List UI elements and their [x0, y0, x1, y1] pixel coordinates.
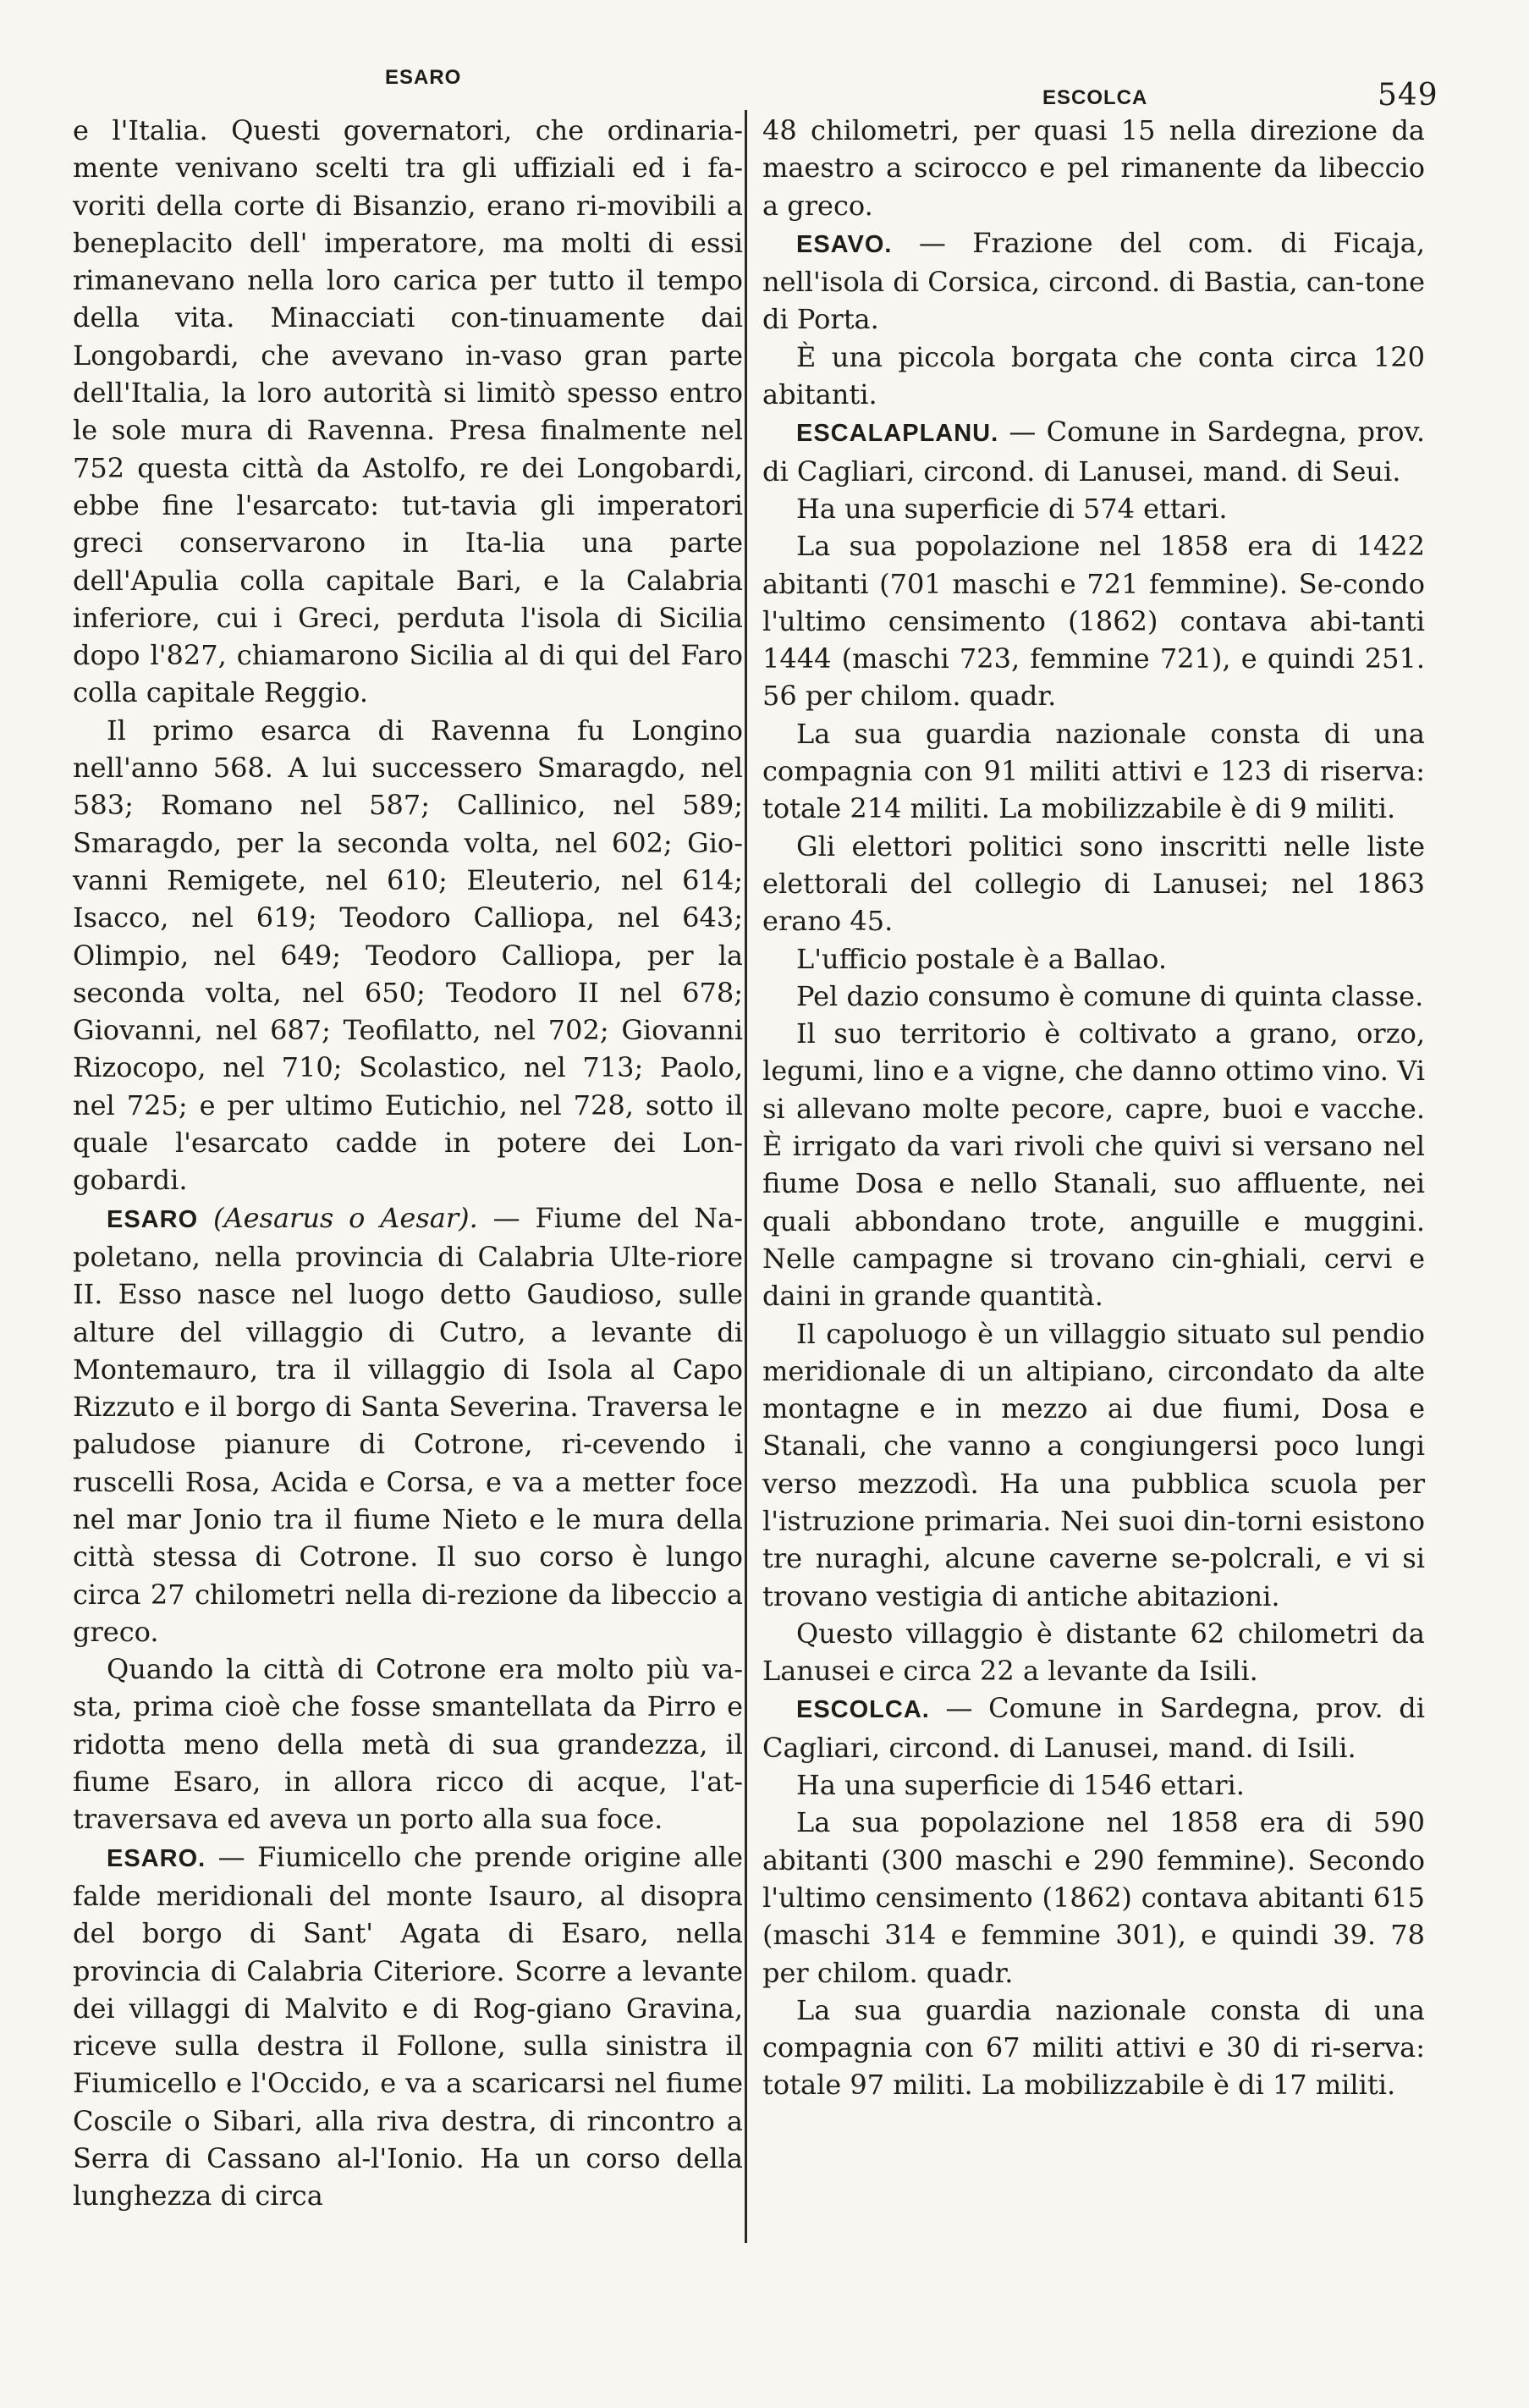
latin-name: (Aesarus o Aesar). [212, 1201, 478, 1234]
paragraph: e l'Italia. Questi governatori, che ordinaria-mente venivano scelti tra gli uffiziali ed i fa-voriti della corte di Bisanzio, erano ri-movibili a beneplacito dell' imperatore, ma molti di essi rimanevano nella loro carica per tutto il tempo della vita. Minacciati con-tinuamente dai Longobardi, che avevano in-vaso gran parte dell'Italia, la loro autorità si limitò spesso entro le sole mura di Ravenna. Presa finalmente nel 752 questa città da Astolfo, re dei Longobardi, ebbe fine l'esarcato: tut-tavia gli imperatori greci conservarono in Ita-lia una parte dell'Apulia colla capitale Bari, e la Calabria inferiore, cui i Greci, perduta l'isola di Sicilia dopo l'827, chiamarono Sicilia al di qui del Faro colla capitale Reggio. [73, 114, 743, 709]
entry-escalaplanu: ESCALAPLANU. — Comune in Sardegna, prov. di Cagliari, circond. di Lanusei, mand. di Seui. [762, 416, 1425, 488]
paragraph: È una piccola borgata che conta circa 120 abitanti. [762, 340, 1425, 411]
paragraph: 48 chilometri, per quasi 15 nella direzione da maestro a scirocco e pel rimanente da libeccio a greco. [762, 114, 1425, 222]
paragraph: Il suo territorio è coltivato a grano, orzo, legumi, lino e a vigne, che danno ottimo vino. Vi si allevano molte pecore, capre, buoi e vacche. È irrigato da vari rivoli che quivi si versano nel fiume Dosa e nello Stanali, suo affluente, nei quali abbondano trote, anguille e muggini. Nelle campagne si trovano cin-ghiali, cervi e daini in grande quantità. [762, 1017, 1425, 1313]
paragraph: Pel dazio consumo è comune di quinta classe. [796, 979, 1424, 1012]
paragraph: Il primo esarca di Ravenna fu Longino nell'anno 568. A lui successero Smaragdo, nel 583; Romano nel 587; Callinico, nel 589; Smaragdo, per la seconda volta, nel 602; Gio-vanni Remigete, nel 610; Eleuterio, nel 614; Isacco, nel 619; Teodoro Calliopa, nel 643; Olimpio, nel 649; Teodoro Calliopa, per la seconda volta, nel 650; Teodoro II nel 678; Giovanni, nel 687; Teofilatto, nel 702; Giovanni Rizocopo, nel 710; Scolastico, nel 713; Paolo, nel 725; e per ultimo Eutichio, nel 728, sotto il quale l'esarcato cadde in potere dei Lon-gobardi. [73, 714, 743, 1197]
paragraph: Ha una superficie di 574 ettari. [796, 492, 1228, 525]
column-divider [745, 110, 747, 2243]
paragraph: Quando la città di Cotrone era molto più va-sta, prima cioè che fosse smantellata da Pirro e ridotta meno della metà di sua grandezza, il fiume Esaro, in allora ricco di acque, l'at-traversava ed aveva un porto alla sua foce. [73, 1653, 743, 1836]
headword: ESARO [107, 1205, 199, 1233]
paragraph: La sua popolazione nel 1858 era di 590 abitanti (300 maschi e 290 femmine). Secondo l'ultimo censimento (1862) contava abitanti 615 (maschi 314 e femmine 301), e quindi 39. 78 per chilom. quadr. [762, 1806, 1425, 1989]
headword: ESCALAPLANU. [796, 420, 999, 448]
headword: ESAVO. [796, 230, 893, 258]
header-left-title: ESARO [385, 66, 462, 89]
entry-esaro-fiumicello: ESARO. — Fiumicello che prende origine alle falde meridionali del monte Isauro, al disopra del borgo di Sant' Agata di Esaro, nella provincia di Calabria Citeriore. Scorre a levante dei villaggi di Malvito e di Rog-giano Gravina, riceve sulla destra il Follone, sulla sinistra il Fiumicello e l'Occido, e va a scaricarsi nel fiume Coscile o Sibari, alla riva destra, di rincontro a Serra di Cassano al-l'Ionio. Ha un corso della lunghezza di circa [73, 1840, 743, 2212]
paragraph: L'ufficio postale è a Ballao. [796, 942, 1168, 975]
paragraph: Gli elettori politici sono inscritti nelle liste elettorali del collegio di Lanusei; nel 1863 erano 45. [762, 829, 1425, 938]
paragraph: Ha una superficie di 1546 ettari. [796, 1769, 1245, 1802]
entry-esavo: ESAVO. — Frazione del com. di Ficaja, nell'isola di Corsica, circond. di Bastia, can-tone di Porta. [762, 226, 1425, 336]
paragraph: La sua guardia nazionale consta di una compagnia con 67 militi attivi e 30 di ri-serva: totale 97 militi. La mobilizzabile è di 17 militi. [762, 1993, 1425, 2102]
headword: ESARO. [107, 1844, 206, 1872]
headword: ESCOLCA. [796, 1696, 930, 1724]
entry-esaro-fiume: ESARO (Aesarus o Aesar). — Fiume del Na-poletano, nella provincia di Calabria Ulte-riore II. Esso nasce nel luogo detto Gaudioso, sulle alture del villaggio di Cutro, a levante di Montemauro, tra il villaggio di Isola al Capo Rizzuto e il borgo di Santa Severina. Traversa le paludose pianure di Cotrone, ri-cevendo i ruscelli Rosa, Acida e Corsa, e va a metter foce nel mar Jonio tra il fiume Nieto e le mura della città stessa di Cotrone. Il suo corso è lungo circa 27 chilometri nella di-rezione da libeccio a greco. [73, 1201, 744, 1648]
paragraph: La sua popolazione nel 1858 era di 1422 abitanti (701 maschi e 721 femmine). Se-condo l'ultimo censimento (1862) contava abi-tanti 1444 (maschi 723, femmine 721), e quindi 251. 56 per chilom. quadr. [762, 530, 1425, 713]
left-column [73, 112, 743, 2215]
page-number: 549 [1378, 78, 1438, 113]
right-column [762, 112, 1425, 2104]
entry-escolca: ESCOLCA. — Comune in Sardegna, prov. di Cagliari, circond. di Lanusei, mand. di Isili. [762, 1692, 1425, 1764]
header-right-title: ESCOLCA [1042, 86, 1148, 109]
running-header [0, 59, 1529, 113]
paragraph: La sua guardia nazionale consta di una compagnia con 91 militi attivi e 123 di riserva: totale 214 militi. La mobilizzabile è di 9 militi. [762, 717, 1425, 825]
paragraph: Questo villaggio è distante 62 chilometri da Lanusei e circa 22 a levante da Isili. [762, 1617, 1425, 1688]
paragraph: Il capoluogo è un villaggio situato sul pendio meridionale di un altipiano, circondato da alte montagne e in mezzo ai due fiumi, Dosa e Stanali, che vanno a congiungersi poco lungi verso mezzodì. Ha una pubblica scuola per l'istruzione primaria. Nei suoi din-torni esistono tre nuraghi, alcune caverne se-polcrali, e vi si trovano vestigia di antiche abitazioni. [762, 1317, 1425, 1612]
